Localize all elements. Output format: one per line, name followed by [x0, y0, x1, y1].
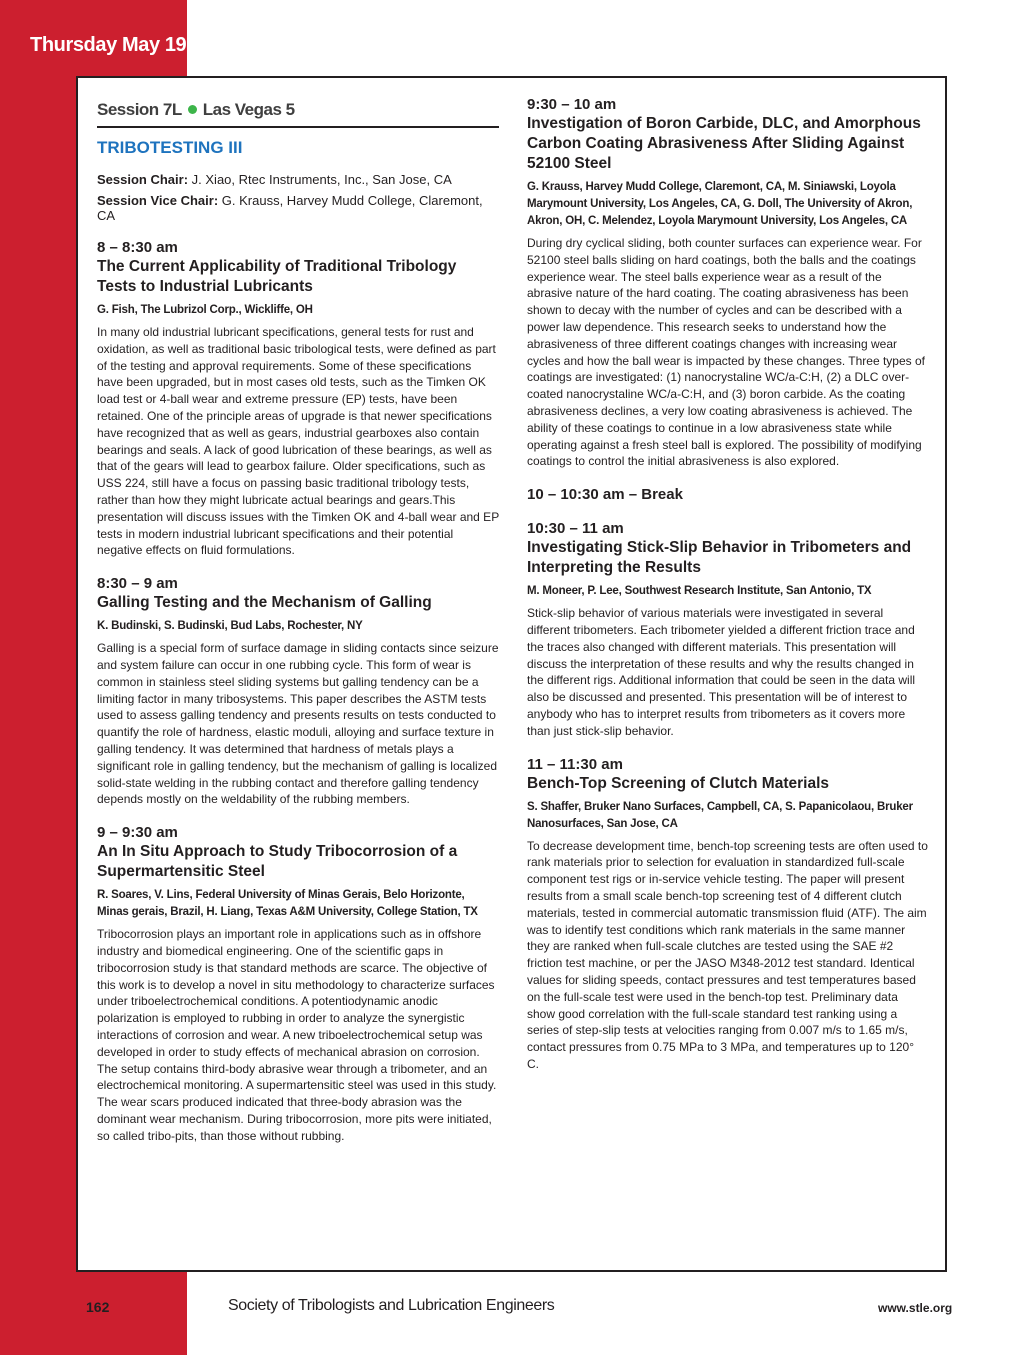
- talk-authors: R. Soares, V. Lins, Federal University of Minas Gerais, Belo Horizonte, Minas gerais, Brazil, H. Liang, Texas A&M University, College Station, TX: [97, 889, 478, 919]
- talk-item: [527, 520, 929, 739]
- talk-abstract: Galling is a special form of surface damage in sliding contacts since seizure and system failure can occur in one rubbing cycle. This form of wear is common in stainless steel sliding systems but galling tendency can be a limiting factor in many tribosystems. This paper describes the ASTM tests used to assess galling tendency and presents results on tests conducted to quantify the role of hardness, elastic moduli, alloying and surface texture in galling tendency. It was determined that hardness of metals plays a significant role in galling tendency, but the mechanism of galling is localized solid-state welding in the rubbing contact and therefore galling tendency depends mostly on the weldability of the rubbing members.: [97, 641, 499, 807]
- left-column: [97, 96, 499, 1144]
- talk-authors: S. Shaffer, Bruker Nano Surfaces, Campbell, CA, S. Papanicolaou, Bruker Nanosurfaces, San Jose, CA: [527, 800, 913, 830]
- talk-abstract: In many old industrial lubricant specifications, general tests for rust and oxidation, as well as traditional basic tribological tests, were defined as part of the testing and approval requirements. Some of these specifications have been upgraded, but in most cases old tests, such as the Timken OK load test or 4-ball wear and extreme pressure (EP) tests, have been retained. One of the principle areas of upgrade is that newer specifications have recognized that as well as gears, industrial gearboxes also contain bearings and seals. A lack of good lubrication of these bearings, as well as that of the gears will lead to gearbox failure. Older specifications, such as USS 224, still have a focus on passing basic traditional tribology tests, rather than how they might lubricate actual bearings and gears.This presentation will discuss issues with the Timken OK and 4-ball wear and EP tests in modern industrial lubricant specifications and their potential negative effects on fluid formulations.: [97, 325, 499, 558]
- talk-title: Investigating Stick-Slip Behavior in Tribometers and Interpreting the Results: [527, 539, 912, 577]
- talk-abstract: Stick-slip behavior of various materials were investigated in several different tribometers. Each tribometer yielded a different friction trace and the traces also changed with different materials. This presentation will discuss the interpretation of these results and why the results changed in the different rigs. Additional information that could be seen in the data will also be discussed and presented. This presentation will be of interest to anybody who has to interpret results from tribometers as it covers more than just stick-slip behavior.: [527, 606, 916, 738]
- chair-label: Session Chair:: [97, 172, 189, 187]
- talk-authors: G. Krauss, Harvey Mudd College, Claremont, CA, M. Siniawski, Loyola Marymount University, Los Angeles, CA, G. Doll, The University of Akron, Akron, OH, C. Melendez, Loyola Marymount University, Los Angeles, CA: [527, 181, 913, 227]
- talk-time: 11 – 11:30 am: [527, 755, 623, 773]
- footer-url[interactable]: www.stle.org: [878, 1301, 953, 1315]
- session-header: [97, 96, 499, 128]
- session-vice-chair: [97, 193, 499, 223]
- talk-time: 9:30 – 10 am: [527, 96, 617, 113]
- track-title: TRIBOTESTING III: [97, 138, 243, 157]
- break-heading: 10 – 10:30 am – Break: [527, 486, 683, 504]
- talk-item: [527, 96, 929, 470]
- chair-name: J. Xiao, Rtec Instruments, Inc., San Jose, CA: [191, 172, 452, 187]
- talk-item: [527, 756, 929, 1073]
- right-column: [527, 96, 929, 1073]
- footer-organization: Society of Tribologists and Lubrication Engineers: [228, 1297, 555, 1314]
- vice-chair-label: Session Vice Chair:: [97, 193, 219, 208]
- talk-time: 8 – 8:30 am: [97, 239, 178, 256]
- day-label: Thursday May 19: [30, 34, 187, 56]
- talk-title: Galling Testing and the Mechanism of Galling: [97, 594, 432, 612]
- talk-abstract: To decrease development time, bench-top screening tests are often used to rank materials prior to selection for evaluation in standardized full-scale component test rigs or in-service vehicle testing. The paper will present results from a small scale bench-top screening test of 4 different clutch materials, tested in commercial automatic transmission fluid (ATF). The aim was to identify test conditions which rank materials in the same manner they are ranked when full-scale clutches are tested using the SAE #2 friction test machine, or per the JASO M348-2012 test standard. Identical values for sliding speeds, contact pressures and test temperatures based on the full-scale test were used in the bench-top test. Preliminary data show good correlation with the full-scale standard test ranking using a series of step-slip tests at velocities ranging from 0.007 m/s to 1.65 m/s, contact pressures from 0.75 MPa to 3 MPa, and temperatures up to 120° C.: [527, 838, 928, 1071]
- talk-authors: G. Fish, The Lubrizol Corp., Wickliffe, OH: [97, 304, 313, 316]
- talk-authors: M. Moneer, P. Lee, Southwest Research Institute, San Antonio, TX: [527, 585, 872, 598]
- talk-title: An In Situ Approach to Study Tribocorrosion of a Supermartensitic Steel: [97, 843, 458, 881]
- talk-abstract: During dry cyclical sliding, both counter surfaces can experience wear. For 52100 steel balls sliding on hard coatings, both the balls and the coatings experience wear. The steel balls experience wear as a result of the abrasive nature of the hard coating. The coating abrasiveness has been shown to decay with the number of cycles and can be described with a power law dependence. This research seeks to understand how the abrasiveness of three different coatings changes with increasing wear cycles and how the ball wear is impacted by these changes. Three types of coatings are investigated: (1) nanocrystaline WC/a-C:H, (2) a DLC over-coated nanocrystaline WC/a-C:H, and (3) boron carbide. As the coating abrasiveness declines, a very low coating abrasiveness is achieved. The ability of these coatings to continue in a low abrasiveness state while operating against a fresh steel ball is explored. The possibility of modifying coatings to control the initial abrasiveness is also explored.: [527, 236, 925, 469]
- talk-title: The Current Applicability of Traditional Tribology Tests to Industrial Lubricants: [97, 258, 457, 295]
- talk-item: [97, 239, 499, 559]
- session-dot-icon: [188, 105, 197, 114]
- vice-chair-name: G. Krauss, Harvey Mudd College, Claremont, CA: [97, 193, 483, 223]
- session-chair: [97, 172, 499, 187]
- talk-time: 8:30 – 9 am: [97, 575, 178, 593]
- talk-time: 10:30 – 11 am: [527, 520, 624, 538]
- session-label: Session 7L: [97, 100, 182, 119]
- talk-authors: K. Budinski, S. Budinski, Bud Labs, Rochester, NY: [97, 620, 363, 633]
- session-room: Las Vegas 5: [202, 100, 295, 119]
- talk-abstract: Tribocorrosion plays an important role in applications such as in offshore industry and biomedical engineering. One of the scientific gaps in tribocorrosion study is that standard methods are scarce. The objective of this work is to develop a novel in situ methodology to characterize surfaces under triboelectrochemical conditions. A potentiodynamic anodic polarization is employed to rubbing in order to analyze the synergistic interactions of corrosion and wear. A new triboelectrochemical setup was developed in order to study effects of mechanical abrasion on corrosion. The setup contains third-body abrasive wear through a tribometer, and an electrochemical monitoring. A supermartensitic steel was used in this study. The wear scars produced indicated that three-body abrasion was the dominant wear mechanism. During tribocorrosion, more pits were initiated, so called tribo-pits, than those without rubbing.: [97, 927, 497, 1143]
- talk-time: 9 – 9:30 am: [97, 824, 178, 842]
- talk-title: Investigation of Boron Carbide, DLC, and Amorphous Carbon Coating Abrasiveness After Sliding Against 52100 Steel: [527, 115, 921, 172]
- talk-item: [97, 575, 499, 808]
- page-number: 162: [86, 1299, 110, 1315]
- talk-title: Bench-Top Screening of Clutch Materials: [527, 774, 830, 792]
- page-number-tab: [76, 1296, 110, 1318]
- talk-item: [97, 824, 499, 1144]
